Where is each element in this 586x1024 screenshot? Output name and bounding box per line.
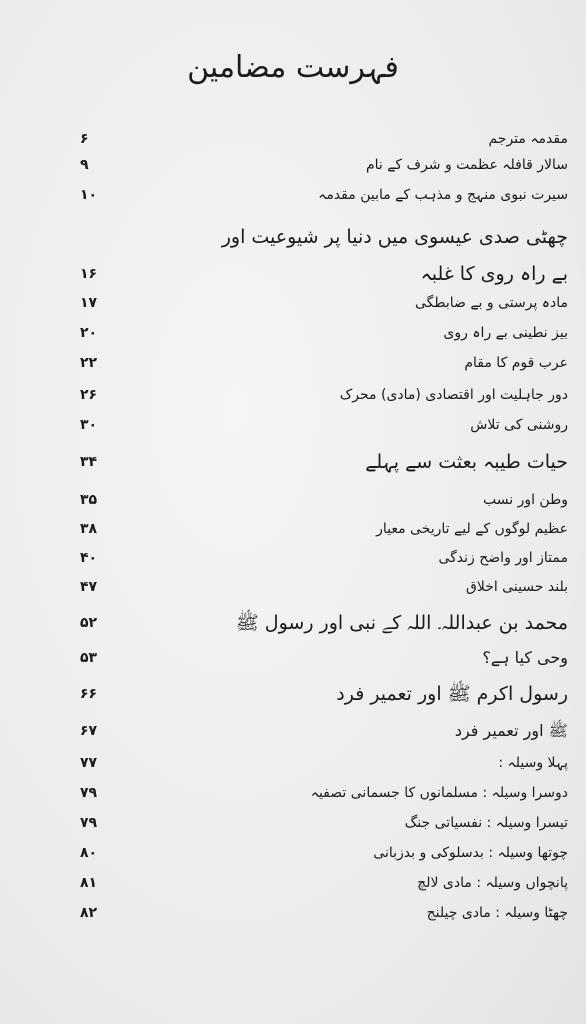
toc-page-number: ۷۹ xyxy=(80,815,98,831)
toc-entry-title: پانچواں وسیلہ : مادی لالچ xyxy=(417,875,568,891)
toc-entry-title: عظیم لوگوں کے لیے تاریخی معیار xyxy=(376,521,568,537)
toc-entry xyxy=(60,447,568,477)
toc-entry-title: دور جاہلیت اور اقتصادی (مادی) محرک xyxy=(339,387,568,403)
toc-page-number: ۳۸ xyxy=(80,521,98,537)
toc-entry xyxy=(60,716,568,746)
toc-entry xyxy=(60,679,568,709)
toc-entry xyxy=(60,778,568,808)
toc-entry-title: بیز نطینی بے راہ روی xyxy=(443,325,568,341)
toc-page-number: ۱۷ xyxy=(80,295,98,311)
page-title: فہرست مضامین xyxy=(187,50,399,85)
toc-page-number: ۶۷ xyxy=(80,723,98,739)
toc-entry-title: چھٹا وسیلہ : مادی چیلنج xyxy=(426,905,568,921)
toc-page-number: ۲۰ xyxy=(80,325,98,341)
toc-entry xyxy=(60,259,568,289)
toc-page-number: ۱۰ xyxy=(80,187,98,203)
toc-entry-title: تیسرا وسیلہ : نفسیاتی جنگ xyxy=(404,815,568,831)
toc-entry xyxy=(60,380,568,410)
toc-entry-title: محمد بن عبداللہ۔ اللہ کے نبی اور رسول ﷺ xyxy=(235,612,568,634)
toc-page-number: ۸۲ xyxy=(80,905,98,921)
toc-page-number: ۵۲ xyxy=(80,615,98,631)
toc-page-number: ۴۷ xyxy=(80,579,98,595)
toc-entry xyxy=(60,868,568,898)
toc-entry xyxy=(60,808,568,838)
toc-entry-title: عرب قوم کا مقام xyxy=(464,355,568,371)
toc-entry-title: سالار قافلہ عظمت و شرف کے نام xyxy=(365,157,568,173)
toc-entry xyxy=(60,150,568,180)
toc-page-number: ۴۰ xyxy=(80,550,98,566)
toc-entry-title: دوسرا وسیلہ : مسلمانوں کا جسمانی تصفیہ xyxy=(310,785,568,801)
toc-page-number: ۲۲ xyxy=(80,355,98,371)
toc-entry xyxy=(60,748,568,778)
toc-entry-title: بے راہ روی کا غلبہ xyxy=(420,263,568,285)
toc-entry-title: ﷺ اور تعمیر فرد xyxy=(454,721,568,740)
toc-entry-title: سیرت نبوی منہج و مذہب کے مابین مقدمہ xyxy=(318,187,568,203)
toc-entry-title: مقدمہ مترجم xyxy=(488,131,568,147)
toc-entry xyxy=(60,180,568,210)
toc-page-number: ۸۰ xyxy=(80,845,98,861)
toc-entry-title: چوتھا وسیلہ : بدسلوکی و بدزبانی xyxy=(373,845,568,861)
toc-entry xyxy=(60,485,568,515)
toc-page-number: ۱۶ xyxy=(80,266,98,282)
toc-entry xyxy=(60,222,568,252)
toc-page-number: ۲۶ xyxy=(80,387,98,403)
toc-entry xyxy=(60,318,568,348)
toc-entry xyxy=(60,608,568,638)
toc-entry-title: ممتاز اور واضح زندگی xyxy=(438,550,568,566)
toc-entry xyxy=(60,838,568,868)
toc-page-number: ۸۱ xyxy=(80,875,98,891)
toc-page-number: ۶ xyxy=(80,131,89,147)
toc-entry xyxy=(60,288,568,318)
toc-page-number: ۳۵ xyxy=(80,492,98,508)
toc-entry xyxy=(60,572,568,602)
toc-entry-title: مادہ پرستی و بے ضابطگی xyxy=(414,295,568,311)
toc-page-number: ۷۹ xyxy=(80,785,98,801)
toc-entry-title: حیات طیبہ بعثت سے پہلے xyxy=(365,451,568,473)
toc-entry-title: رسول اکرم ﷺ اور تعمیر فرد xyxy=(336,683,568,705)
toc-entry xyxy=(60,543,568,573)
toc-page-number: ۶۶ xyxy=(80,686,98,702)
toc-entry-title: چھٹی صدی عیسوی میں دنیا پر شیوعیت اور xyxy=(221,226,568,248)
toc-entry xyxy=(60,348,568,378)
toc-page-number: ۹ xyxy=(80,157,89,173)
toc-entry-title: بلند حسینی اخلاق xyxy=(465,579,568,595)
toc-entry-title: پہلا وسیلہ : xyxy=(498,755,568,771)
toc-entry-title: وحی کیا ہے؟ xyxy=(482,648,568,667)
toc-entry xyxy=(60,410,568,440)
toc-entry-title: وطن اور نسب xyxy=(482,492,568,508)
toc-page-number: ۳۰ xyxy=(80,417,98,433)
toc-entry xyxy=(60,514,568,544)
toc-page-number: ۷۷ xyxy=(80,755,98,771)
toc-entry-title: روشنی کی تلاش xyxy=(470,417,568,433)
toc-entry xyxy=(60,898,568,928)
toc-entry xyxy=(60,643,568,673)
toc-page-number: ۳۴ xyxy=(80,454,98,470)
toc-page-number: ۵۳ xyxy=(80,650,98,666)
